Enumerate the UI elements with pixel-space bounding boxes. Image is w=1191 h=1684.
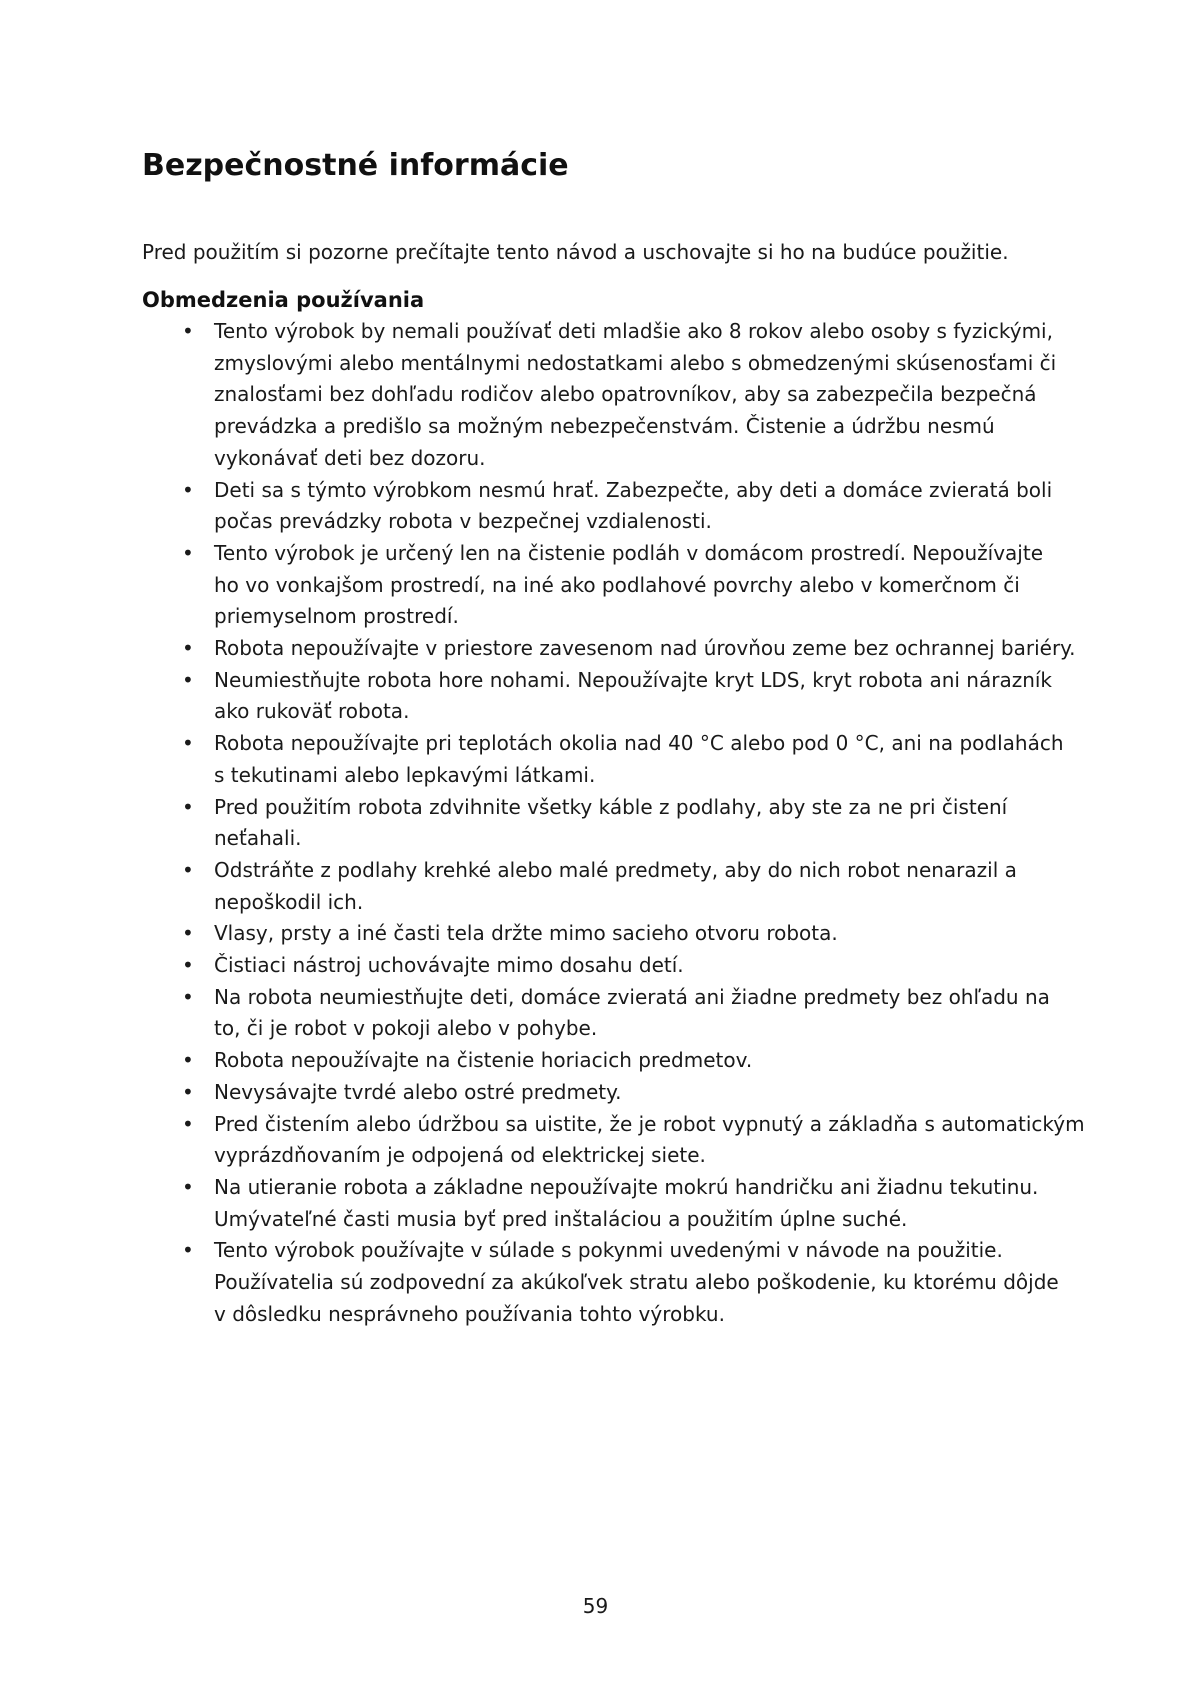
bullet-icon: • xyxy=(182,477,194,502)
list-item-line: Robota nepoužívajte pri teplotách okolia nad 40 °C alebo pod 0 °C, ani na podlahách xyxy=(214,731,1064,756)
list-item-line: Robota nepoužívajte v priestore zavesenom nad úrovňou zeme bez ochrannej bariéry. xyxy=(214,636,1076,661)
list-item xyxy=(142,1045,1062,1077)
list-item-line: Neumiestňujte robota hore nohami. Nepoužívajte kryt LDS, kryt robota ani nárazník xyxy=(214,667,1053,692)
bullet-icon: • xyxy=(182,1079,194,1104)
list-item-line: ako rukoväť robota. xyxy=(214,699,410,724)
list-item xyxy=(142,1235,1062,1330)
list-item-line: zmyslovými alebo mentálnymi nedostatkami alebo s obmedzenými skúsenosťami či xyxy=(214,350,1057,375)
list-item xyxy=(142,792,1062,855)
bullet-icon: • xyxy=(182,857,194,882)
list-item-line: Umývateľné časti musia byť pred inštaláciou a použitím úplne suché. xyxy=(214,1206,908,1231)
list-item-line: Tento výrobok by nemali používať deti mladšie ako 8 rokov alebo osoby s fyzickými, xyxy=(214,319,1053,343)
list-item-line: Deti sa s týmto výrobkom nesmú hrať. Zabezpečte, aby deti a domáce zvieratá boli xyxy=(214,477,1053,502)
list-item xyxy=(142,1077,1062,1109)
bullet-icon: • xyxy=(182,1174,194,1199)
intro-paragraph: Pred použitím si pozorne prečítajte tento návod a uschovajte si ho na budúce použitie. xyxy=(142,240,1009,264)
list-item-line: Čistiaci nástroj uchovávajte mimo dosahu detí. xyxy=(214,953,684,978)
list-item-line: priemyselnom prostredí. xyxy=(214,604,459,629)
list-item-line: Nevysávajte tvrdé alebo ostré predmety. xyxy=(214,1079,622,1104)
list-item-line: nepoškodil ich. xyxy=(214,889,364,914)
list-item xyxy=(142,316,1062,475)
list-item-line: znalosťami bez dohľadu rodičov alebo opatrovníkov, aby sa zabezpečila bezpečná xyxy=(214,382,1037,407)
page-number: 59 xyxy=(582,1594,609,1618)
list-item-line: s tekutinami alebo lepkavými látkami. xyxy=(214,762,596,787)
list-item xyxy=(142,475,1062,538)
bullet-icon: • xyxy=(182,921,194,946)
list-item xyxy=(142,855,1062,918)
bullet-icon: • xyxy=(182,636,194,661)
list-item-line: Pred použitím robota zdvihnite všetky káble z podlahy, aby ste za ne pri čistení xyxy=(214,794,1008,819)
list-item-line: Používatelia sú zodpovední za akúkoľvek stratu alebo poškodenie, ku ktorému dôjde xyxy=(214,1270,1059,1295)
list-item xyxy=(142,950,1062,982)
list-item xyxy=(142,665,1062,728)
list-item-line: Robota nepoužívajte na čistenie horiacich predmetov. xyxy=(214,1048,753,1073)
list-item-line: Pred čistením alebo údržbou sa uistite, že je robot vypnutý a základňa s automatickým xyxy=(214,1111,1085,1136)
list-item xyxy=(142,633,1076,665)
list-item xyxy=(142,538,1062,633)
list-item-line: to, či je robot v pokoji alebo v pohybe. xyxy=(214,1016,598,1041)
list-item-line: vykonávať deti bez dozoru. xyxy=(214,445,486,470)
bullet-icon: • xyxy=(182,319,194,343)
list-item xyxy=(142,918,1062,950)
bullet-icon: • xyxy=(182,1238,194,1263)
list-item-line: počas prevádzky robota v bezpečnej vzdialenosti. xyxy=(214,509,712,534)
bullet-icon: • xyxy=(182,794,194,819)
safety-list xyxy=(142,316,1085,1331)
bullet-icon: • xyxy=(182,1048,194,1073)
list-item-line: Tento výrobok používajte v súlade s pokynmi uvedenými v návode na použitie. xyxy=(214,1238,1003,1263)
bullet-icon: • xyxy=(182,540,194,565)
page-title: Bezpečnostné informácie xyxy=(142,148,569,183)
list-item-line: Na robota neumiestňujte deti, domáce zvieratá ani žiadne predmety bez ohľadu na xyxy=(214,984,1050,1009)
list-item-line: neťahali. xyxy=(214,826,302,851)
section-heading: Obmedzenia používania xyxy=(142,288,425,312)
list-item-line: ho vo vonkajšom prostredí, na iné ako podlahové povrchy alebo v komerčnom či xyxy=(214,572,1020,597)
list-item-line: Vlasy, prsty a iné časti tela držte mimo sacieho otvoru robota. xyxy=(214,921,838,946)
bullet-icon: • xyxy=(182,667,194,692)
list-item xyxy=(142,1172,1062,1235)
list-item-line: vyprázdňovaním je odpojená od elektrickej siete. xyxy=(214,1143,706,1168)
list-item xyxy=(142,728,1062,791)
list-item-line: Na utieranie robota a základne nepoužívajte mokrú handričku ani žiadnu tekutinu. xyxy=(214,1174,1039,1199)
list-item-line: Odstráňte z podlahy krehké alebo malé predmety, aby do nich robot nenarazil a xyxy=(214,857,1017,882)
bullet-icon: • xyxy=(182,1111,194,1136)
list-item-line: Tento výrobok je určený len na čistenie podláh v domácom prostredí. Nepoužívajte xyxy=(214,540,1044,565)
bullet-icon: • xyxy=(182,731,194,756)
list-item-line: v dôsledku nesprávneho používania tohto výrobku. xyxy=(214,1301,725,1326)
list-item-line: prevádzka a predišlo sa možným nebezpečenstvám. Čistenie a údržbu nesmú xyxy=(214,414,995,439)
bullet-icon: • xyxy=(182,984,194,1009)
bullet-icon: • xyxy=(182,953,194,978)
list-item xyxy=(142,982,1062,1045)
list-item xyxy=(142,1109,1085,1172)
